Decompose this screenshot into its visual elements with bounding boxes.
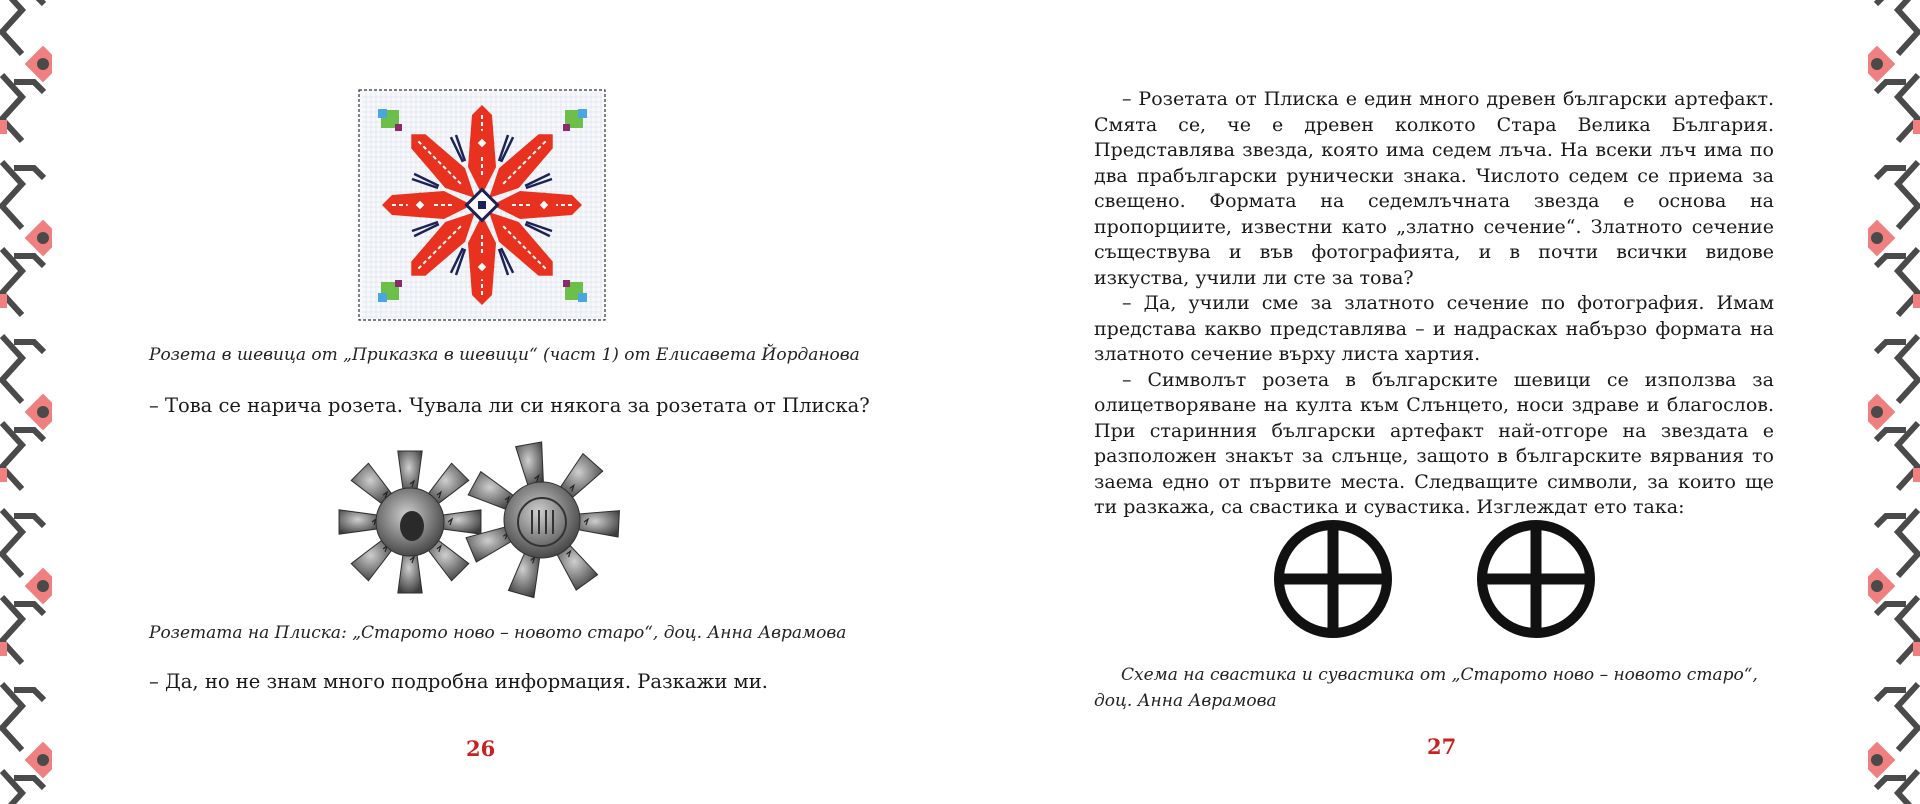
pliska-rosette-image xyxy=(330,440,630,600)
rosette-artifact-right xyxy=(466,442,619,598)
paragraph-2: – Да, учили сме за златното сечение по фотография. Имам представа какво представлява – и надрасках набързо формата на златното сечение върху листа хартия. xyxy=(1094,292,1774,365)
dialogue-question: – Това се нарича розета. Чувала ли си някога за розетата от Плиска? xyxy=(149,394,870,417)
page-number-left: 26 xyxy=(466,736,496,761)
swastika-symbol xyxy=(1272,518,1394,640)
page-number-right: 27 xyxy=(1427,734,1457,759)
figure1-caption: Розета в шевица от „Приказка в шевици“ (част 1) от Елисавета Йорданова xyxy=(149,345,860,365)
right-page-text xyxy=(1094,87,1774,521)
left-decorative-border xyxy=(0,0,52,804)
paragraph-3: – Символът розета в българските шевици се използва за олицетворяване на култа към Слънцето, носи здраве и благослов. При старинния български артефакт най-отгоре на звездата е разположен знакът за слънце, защото в българските вярвания то заема едно от първите места. Следващите символи, за които ще ти разкажа, са свастика и сувастика. Изглеждат ето така: xyxy=(1094,368,1774,518)
dialogue-answer: – Да, но не знам много подробна информация. Разкажи ми. xyxy=(149,670,768,693)
rosette-artifact-left xyxy=(339,451,481,593)
figure3-caption-line2: доц. Анна Аврамова xyxy=(1094,691,1277,711)
suvastika-symbol xyxy=(1475,518,1597,640)
paragraph-1: – Розетата от Плиска е един много древен български артефакт. Смята се, че е древен колкото Стара Велика България. Представлява звезда, която има седем лъча. На всеки лъч има по два прабългарски рунически знака. Числото седем се приема за свещено. Формата на седемлъчната звезда е основа на пропорциите, известни като „златно сечение“. Златното сечение съществува и във фотографията, и в почти всички видове изкуства, учили ли сте за това? xyxy=(1094,88,1774,289)
figure3-caption-line1: Схема на свастика и сувастика от „Старото ново – новото старо“, xyxy=(1121,665,1758,685)
right-decorative-border xyxy=(1868,0,1920,804)
figure2-caption: Розетата на Плиска: „Старото ново – новото старо“, доц. Анна Аврамова xyxy=(149,623,847,643)
rosette-embroidery-image xyxy=(358,89,606,321)
